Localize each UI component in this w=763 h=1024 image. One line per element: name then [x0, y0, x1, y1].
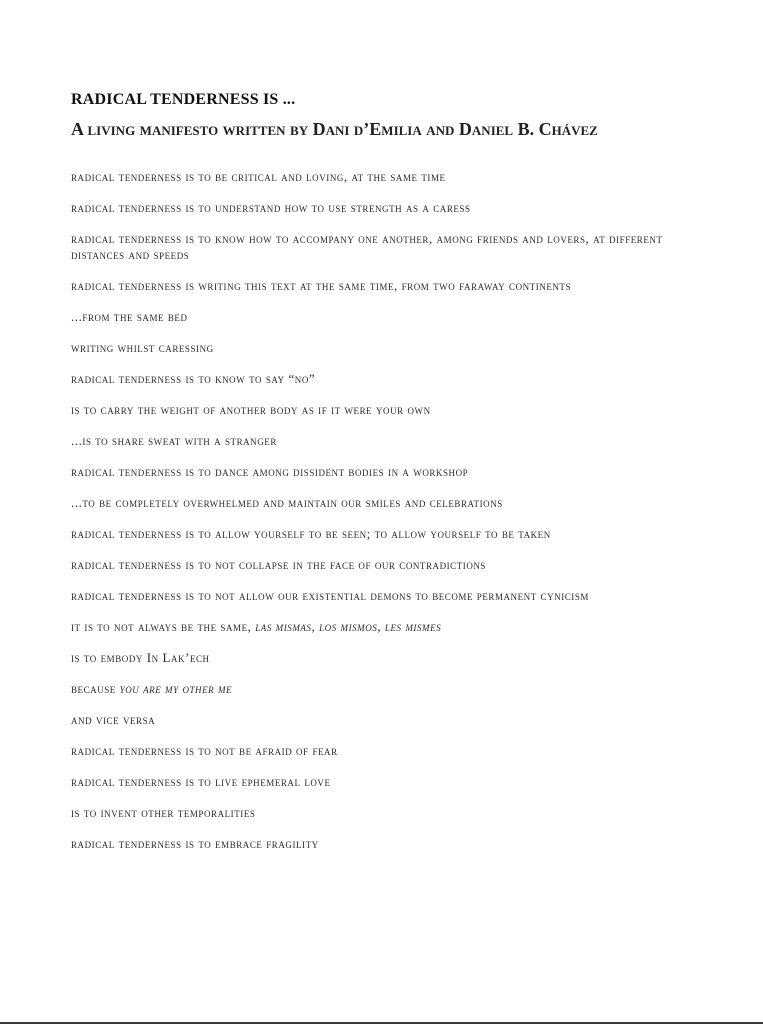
manifesto-line: is to invent other temporalities — [71, 805, 256, 820]
manifesto-line-same — [71, 619, 691, 635]
document-title: RADICAL TENDERNESS IS ... — [71, 91, 296, 108]
manifesto-line-because — [71, 681, 691, 697]
manifesto-line: radical tenderness is to not allow our existential demons to become permanent cynicism — [71, 588, 589, 603]
manifesto-line-embody — [71, 650, 691, 666]
manifesto-page — [71, 90, 691, 867]
line-text: it is to not always be the same, — [71, 619, 256, 634]
manifesto-line: radical tenderness is writing this text at the same time, from two faraway continents — [71, 278, 572, 293]
manifesto-line: radical tenderness is to be critical and loving, at the same time — [71, 169, 446, 184]
manifesto-line: ...to be completely overwhelmed and maintain our smiles and celebrations — [71, 495, 503, 510]
line-italic-text: las mismas, los mismos, les mismes — [255, 619, 442, 634]
manifesto-lines — [71, 169, 691, 852]
manifesto-line: writing whilst caressing — [71, 340, 214, 355]
document-subtitle: A living manifesto written by Dani d’Emilia and Daniel B. Chávez — [71, 119, 598, 139]
line-proper-name: In Lak’ech — [146, 650, 210, 665]
manifesto-line: radical tenderness is to not be afraid of fear — [71, 743, 338, 758]
manifesto-line: radical tenderness is to know how to accompany one another, among friends and lovers, at different distances and speeds — [71, 231, 663, 262]
manifesto-line: is to carry the weight of another body as if it were your own — [71, 402, 431, 417]
manifesto-line: radical tenderness is to live ephemeral love — [71, 774, 331, 789]
line-text: because — [71, 681, 120, 696]
line-italic-text: you are my other me — [119, 681, 233, 696]
manifesto-line: radical tenderness is to allow yourself to be seen; to allow yourself to be taken — [71, 526, 551, 541]
line-text: is to embody — [71, 650, 147, 665]
manifesto-line: ...is to share sweat with a stranger — [71, 433, 277, 448]
manifesto-line: ...from the same bed — [71, 309, 188, 324]
manifesto-line: radical tenderness is to dance among dissident bodies in a workshop — [71, 464, 469, 479]
manifesto-line: radical tenderness is to understand how to use strength as a caress — [71, 200, 471, 215]
manifesto-line: radical tenderness is to not collapse in the face of our contradictions — [71, 557, 486, 572]
manifesto-line: radical tenderness is to embrace fragility — [71, 836, 319, 851]
manifesto-line: and vice versa — [71, 712, 156, 727]
manifesto-line: radical tenderness is to know to say “no” — [71, 371, 316, 386]
